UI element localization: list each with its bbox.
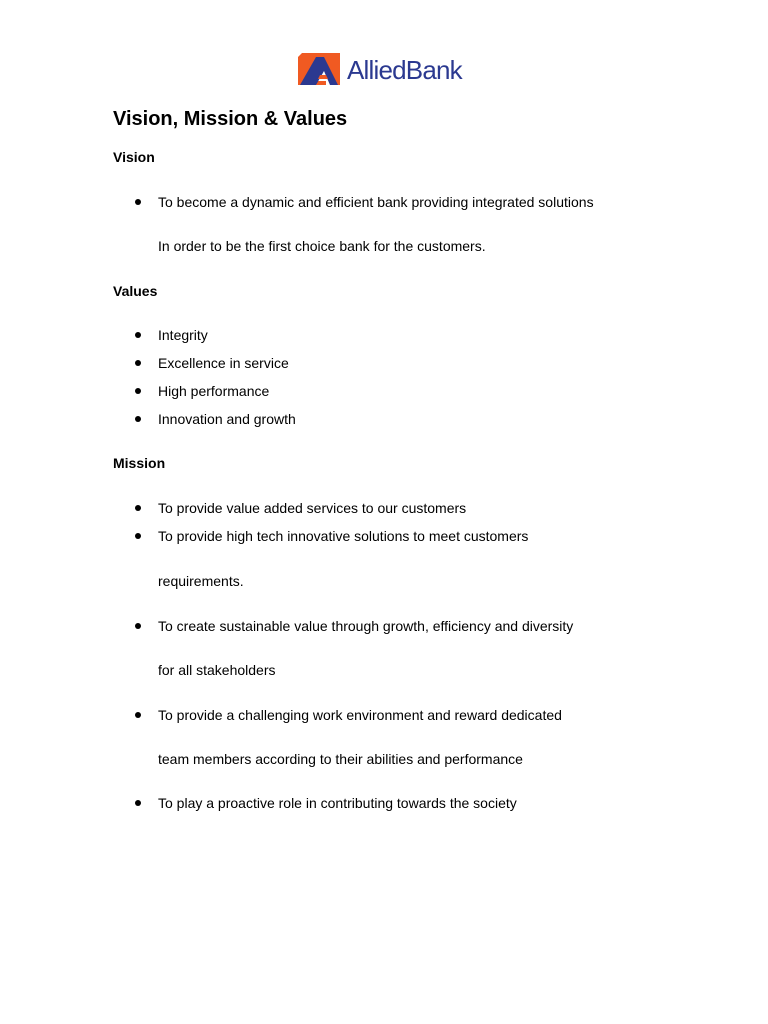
bullet-icon: [135, 199, 141, 205]
mission-item-line: To provide a challenging work environment and reward dedicated: [158, 707, 562, 723]
bullet-icon: [135, 533, 141, 539]
vision-heading: Vision: [113, 149, 155, 165]
bullet-icon: [135, 388, 141, 394]
bullet-icon: [135, 416, 141, 422]
mission-item-line: To provide value added services to our customers: [158, 500, 467, 516]
bullet-icon: [135, 360, 141, 366]
values-heading: Values: [113, 283, 158, 299]
allied-bank-logo: [296, 50, 462, 88]
mission-item-line: To create sustainable value through growth, efficiency and diversity: [158, 618, 574, 634]
mission-item-continuation: requirements.: [158, 573, 244, 589]
values-item: Innovation and growth: [158, 411, 296, 427]
page-title: Vision, Mission & Values: [113, 108, 348, 130]
vision-item-continuation: In order to be the first choice bank for the customers.: [158, 238, 486, 254]
bullet-icon: [135, 505, 141, 511]
mission-heading: Mission: [113, 455, 166, 471]
mission-item-line: To provide high tech innovative solutions to meet customers: [158, 528, 529, 544]
mission-item-continuation: for all stakeholders: [158, 662, 276, 678]
mission-item-line: To play a proactive role in contributing towards the society: [158, 795, 517, 811]
vision-item-line: To become a dynamic and efficient bank providing integrated solutions: [158, 194, 594, 210]
mission-item-continuation: team members according to their abilities and performance: [158, 751, 523, 767]
values-item: High performance: [158, 383, 270, 399]
bullet-icon: [135, 800, 141, 806]
bullet-icon: [135, 712, 141, 718]
bullet-icon: [135, 623, 141, 629]
logo-wordmark: AlliedBank: [347, 55, 462, 85]
bullet-icon: [135, 332, 141, 338]
values-item: Excellence in service: [158, 355, 289, 371]
allied-bank-a-mark-icon: [296, 51, 342, 87]
values-item: Integrity: [158, 327, 208, 343]
